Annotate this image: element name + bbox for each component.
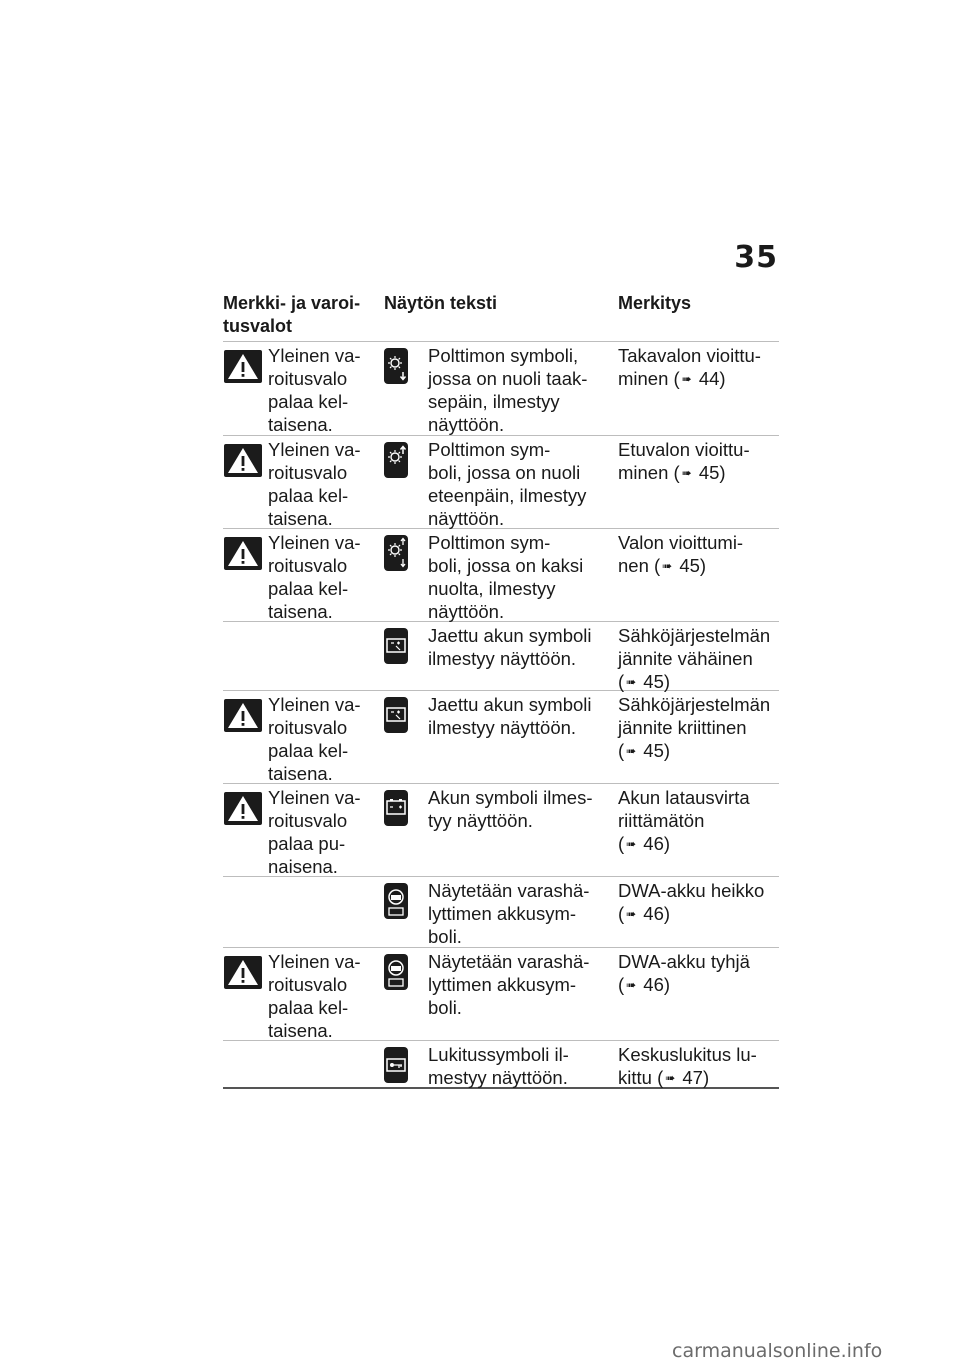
alarm-battery-icon [384, 883, 408, 919]
reference-page-number: 46 [638, 974, 664, 995]
page-reference-link[interactable]: ( ➠ 46) [618, 833, 671, 854]
rear-light-bulb-icon [384, 348, 408, 384]
table-row [223, 877, 779, 948]
reference-arrow-icon: ➠ [626, 907, 637, 921]
reference-page-number: 44 [693, 368, 720, 389]
meaning-text: DWA-akku heikko [618, 880, 765, 901]
general-warning-icon [224, 956, 262, 989]
display-text: Lukitussymboli il- mestyy näyttöön. [428, 1044, 569, 1088]
header-display-text: Näytön teksti [384, 293, 498, 313]
page-reference-link[interactable]: ( ➠ 45) [618, 671, 671, 692]
meaning-text: Takavalon vioittu- minen [618, 345, 761, 389]
meaning-cell [618, 438, 783, 485]
reference-page-number: 45 [638, 740, 664, 761]
meaning-cell [618, 531, 783, 578]
general-warning-icon [224, 699, 262, 732]
general-warning-icon [224, 444, 262, 477]
page-reference-link[interactable]: ( ➠ 46) [618, 903, 671, 924]
display-text: Polttimon symboli, jossa on nuoli taak- sepäin, ilmestyy näyttöön. [428, 345, 588, 435]
meaning-text: Keskuslukitus lu- kittu [618, 1044, 757, 1088]
table-header [223, 290, 779, 342]
header-warning-lights: Merkki- ja varoi- tusvalot [223, 293, 361, 336]
lock-key-icon [384, 1047, 408, 1083]
reference-arrow-icon: ➠ [626, 744, 637, 758]
general-warning-icon [224, 350, 262, 383]
table-row [223, 436, 779, 529]
warning-light-text: Yleinen va- roitusvalo palaa kel- taisena. [268, 345, 361, 435]
reference-arrow-icon: ➠ [626, 675, 637, 689]
display-text: Akun symboli ilmes- tyy näyttöön. [428, 787, 593, 831]
reference-arrow-icon: ➠ [681, 372, 692, 386]
page-reference-link[interactable]: ( ➠ 44) [668, 368, 726, 389]
page-reference-link[interactable]: ( ➠ 46) [618, 974, 671, 995]
battery-split-icon [384, 697, 408, 733]
table-row [223, 529, 779, 622]
reference-page-number: 47 [677, 1067, 703, 1088]
reference-arrow-icon: ➠ [681, 466, 692, 480]
table-row [223, 784, 779, 877]
meaning-text: Valon vioittumi- nen [618, 532, 744, 576]
warning-light-text: Yleinen va- roitusvalo palaa pu- naisena. [268, 787, 361, 877]
general-warning-icon [224, 792, 262, 825]
display-text: Näytetään varashä- lyttimen akkusym- boli. [428, 880, 590, 947]
reference-page-number: 45 [674, 555, 700, 576]
page-reference-link[interactable]: ( ➠ 47) [651, 1067, 710, 1088]
light-bulb-two-arrows-icon [384, 535, 408, 571]
general-warning-icon [224, 537, 262, 570]
table-row [223, 948, 779, 1041]
display-text: Jaettu akun symboli ilmestyy näyttöön. [428, 625, 592, 669]
meaning-cell [618, 344, 783, 391]
meaning-cell [618, 950, 783, 997]
reference-page-number: 46 [638, 903, 664, 924]
warning-light-text: Yleinen va- roitusvalo palaa kel- taisena. [268, 439, 361, 529]
front-light-bulb-icon [384, 442, 408, 478]
warning-light-text: Yleinen va- roitusvalo palaa kel- taisena. [268, 694, 361, 784]
meaning-text: Akun latausvirta riittämätön [618, 787, 750, 831]
alarm-battery-icon [384, 954, 408, 990]
reference-page-number: 45 [693, 462, 720, 483]
page-reference-link[interactable]: ( ➠ 45) [618, 740, 671, 761]
page-number: 35 [734, 240, 778, 275]
reference-page-number: 46 [638, 833, 664, 854]
meaning-cell [618, 879, 783, 926]
display-text: Näytetään varashä- lyttimen akkusym- boli. [428, 951, 590, 1018]
header-meaning: Merkitys [618, 293, 692, 313]
battery-icon [384, 790, 408, 826]
meaning-text: Etuvalon vioittu- minen [618, 439, 750, 483]
meaning-text: Sähköjärjestelmän jännite kriittinen [618, 694, 771, 738]
warning-light-text: Yleinen va- roitusvalo palaa kel- taisena. [268, 532, 361, 622]
display-text: Jaettu akun symboli ilmestyy näyttöön. [428, 694, 592, 738]
indicator-table [223, 290, 779, 1089]
meaning-cell [618, 786, 783, 856]
battery-split-icon [384, 628, 408, 664]
display-text: Polttimon sym- boli, jossa on nuoli eteenpäin, ilmestyy näyttöön. [428, 439, 587, 529]
reference-arrow-icon: ➠ [626, 978, 637, 992]
meaning-cell [618, 1043, 783, 1090]
table-row [223, 622, 779, 691]
reference-arrow-icon: ➠ [662, 559, 673, 573]
page-reference-link[interactable]: ( ➠ 45) [668, 462, 726, 483]
display-text: Polttimon sym- boli, jossa on kaksi nuolta, ilmestyy näyttöön. [428, 532, 584, 622]
meaning-cell [618, 693, 783, 763]
table-row [223, 1041, 779, 1089]
reference-page-number: 45 [638, 671, 664, 692]
page-reference-link[interactable]: ( ➠ 45) [648, 555, 707, 576]
reference-arrow-icon: ➠ [665, 1071, 676, 1085]
table-row [223, 342, 779, 436]
meaning-text: DWA-akku tyhjä [618, 951, 750, 972]
reference-arrow-icon: ➠ [626, 837, 637, 851]
watermark: carmanualsonline.info [672, 1340, 883, 1362]
warning-light-text: Yleinen va- roitusvalo palaa kel- taisena. [268, 951, 361, 1041]
table-row [223, 691, 779, 784]
meaning-text: Sähköjärjestelmän jännite vähäinen [618, 625, 771, 669]
meaning-cell [618, 624, 783, 694]
